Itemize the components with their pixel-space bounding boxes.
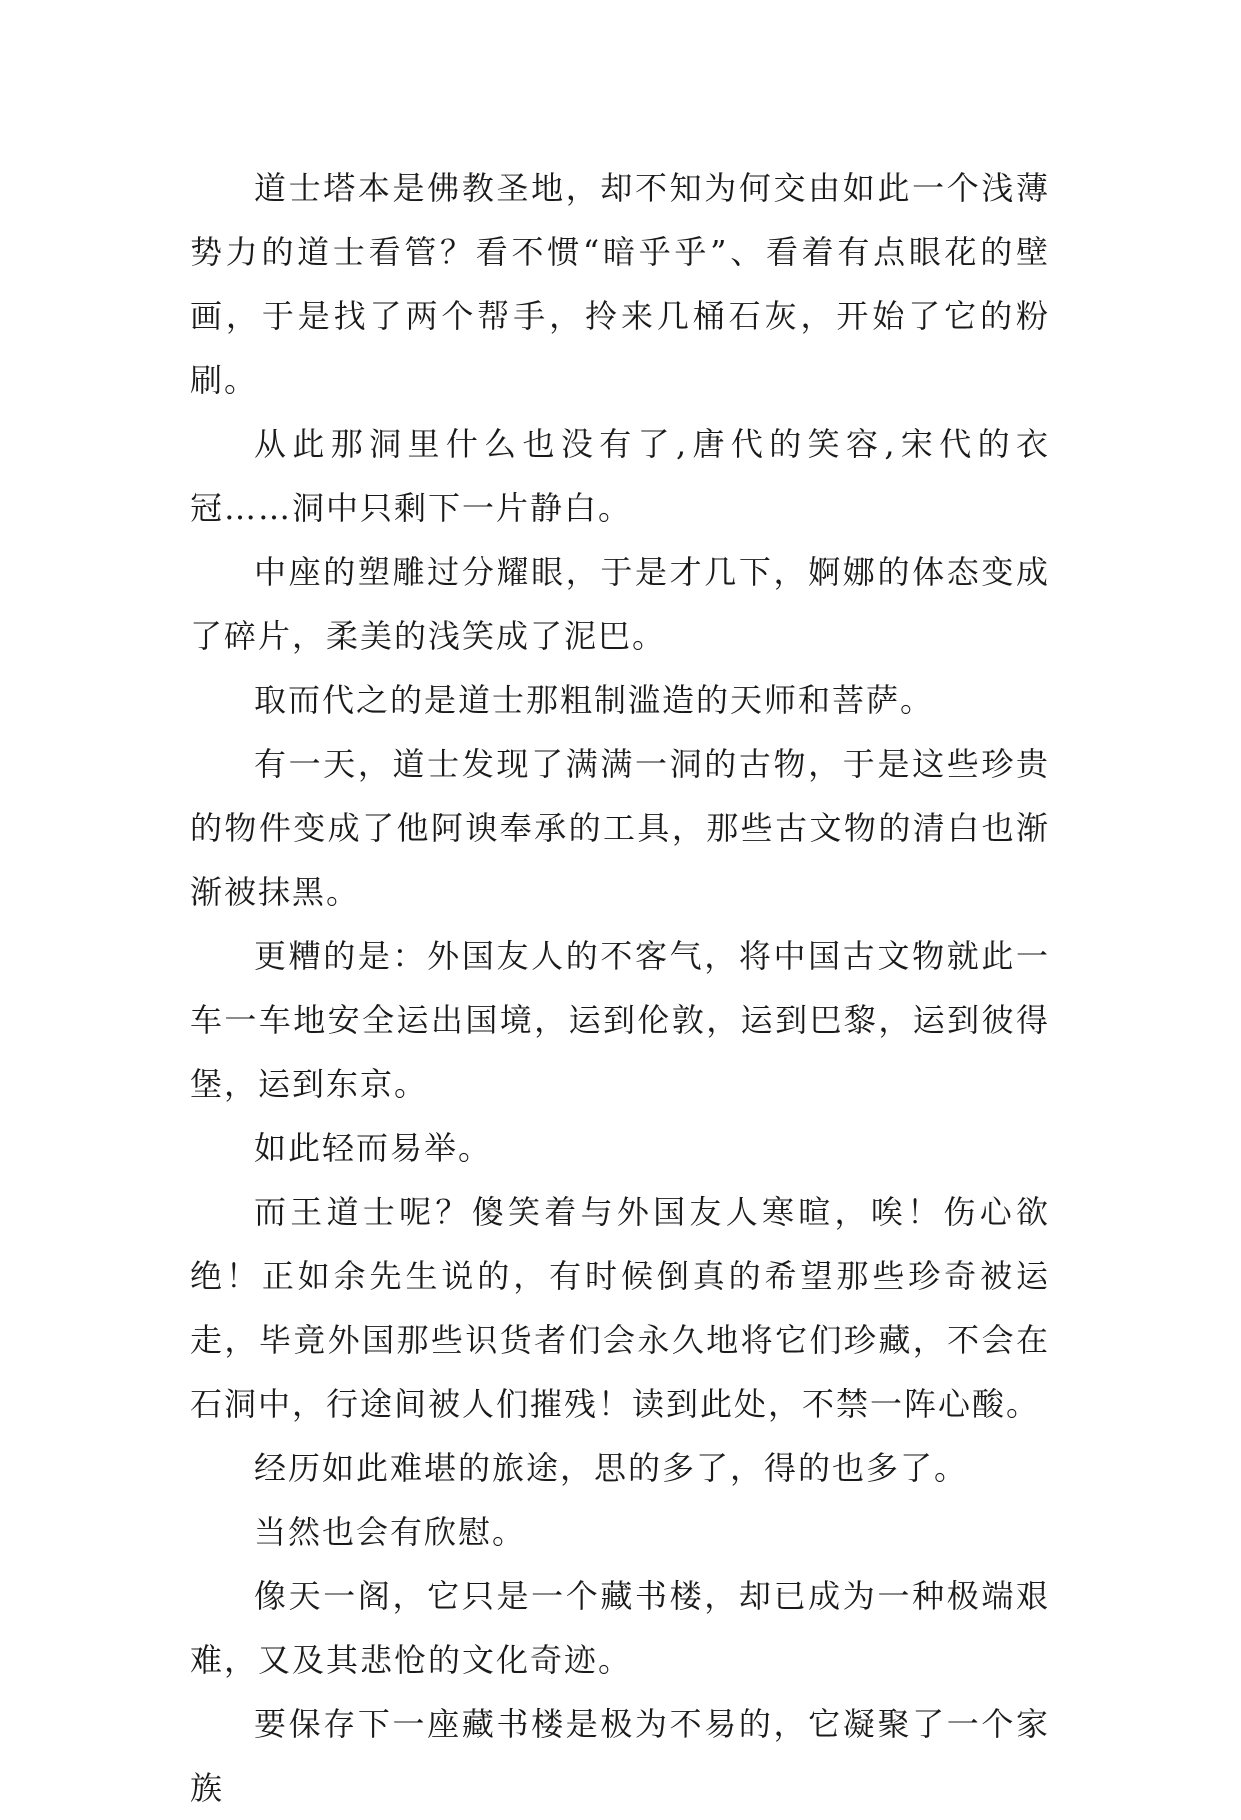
paragraph: 像天一阁，它只是一个藏书楼，却已成为一种极端艰难，又及其悲怆的文化奇迹。 (190, 1577, 1050, 1679)
paragraph: 取而代之的是道士那粗制滥造的天师和菩萨。 (254, 681, 935, 719)
paragraph: 更糟的是：外国友人的不客气，将中国古文物就此一车一车地安全运出国境，运到伦敦，运到巴黎，运到彼得堡，运到东京。 (190, 937, 1050, 1103)
paragraph: 如此轻而易举。 (254, 1129, 493, 1167)
paragraph: 从此那洞里什么也没有了,唐代的笑容,宋代的衣冠……洞中只剩下一片静白。 (190, 425, 1050, 527)
essay-body (190, 156, 1050, 1820)
paragraph: 中座的塑雕过分耀眼，于是才几下，婀娜的体态变成了碎片，柔美的浅笑成了泥巴。 (190, 553, 1050, 655)
paragraph: 道士塔本是佛教圣地，却不知为何交由如此一个浅薄势力的道士看管？看不惯“暗乎乎”、看着有点眼花的壁画，于是找了两个帮手，拎来几桶石灰，开始了它的粉刷。 (190, 169, 1050, 399)
paragraph: 要保存下一座藏书楼是极为不易的，它凝聚了一个家族 (190, 1705, 1050, 1807)
paragraph: 经历如此难堪的旅途，思的多了，得的也多了。 (254, 1449, 969, 1487)
paragraph: 而王道士呢？傻笑着与外国友人寒暄，唉！伤心欲绝！正如余先生说的，有时候倒真的希望那些珍奇被运走，毕竟外国那些识货者们会永久地将它们珍藏，不会在石洞中，行途间被人们摧残！读到此处，不禁一阵心酸。 (190, 1193, 1050, 1423)
paragraph: 有一天，道士发现了满满一洞的古物，于是这些珍贵的物件变成了他阿谀奉承的工具，那些古文物的清白也渐渐被抹黑。 (190, 745, 1050, 911)
paragraph: 当然也会有欣慰。 (254, 1513, 527, 1551)
